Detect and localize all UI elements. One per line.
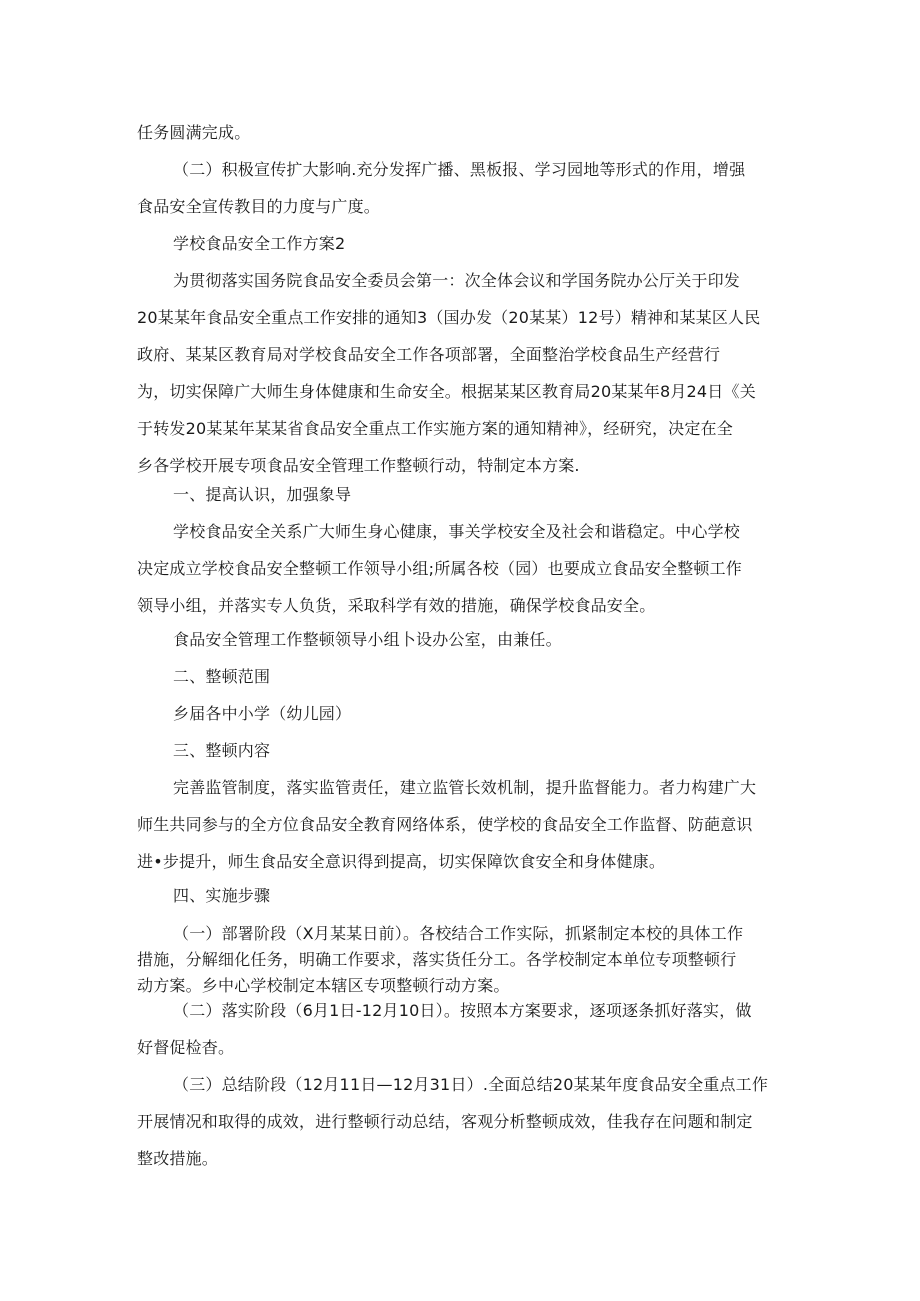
paragraph-step-summary: [137, 1066, 768, 1177]
paragraph-intro: [137, 262, 760, 484]
text-line: 完善监管制度，落实监管责任，建立监管长效机制，提升监督能力。者力构建广大: [173, 778, 757, 797]
text-line: 食品安全管理工作整顿领导小组卜设办公室，由兼任。: [173, 630, 562, 649]
text-line: 整改措施。: [137, 1149, 219, 1168]
heading-text: 四、实施步骤: [173, 886, 271, 905]
text-line: 为，切实保障广大师生身体健康和生命安全。根据某某区教育局20某某年8月24日《关: [137, 382, 756, 401]
text-line: （二）积极宣传扩大影响.充分发挥广播、黑板报、学习园地等形式的作用，增强: [173, 160, 746, 179]
paragraph-leadership: [137, 513, 742, 624]
heading-text: 一、提高认识，加强象导: [173, 485, 352, 504]
text-line: 措施，分解细化任务，明确工作要求，落实货任分工。各学校制定本单位专项整顿行: [137, 950, 737, 969]
paragraph-step-implement: [137, 992, 752, 1066]
text-line: 为贯彻落实国务院食品安全委员会第一：次全体会议和学国务院办公厅关于印发: [173, 271, 741, 290]
document-heading: [173, 225, 345, 262]
text-line: 动方案。乡中心学校制定本辖区专项整顿行动方案。: [137, 976, 510, 995]
text-line: 食品安全宣传教目的力度与广度。: [137, 197, 381, 216]
text-line: 开展情况和取得的成效，进行整顿行动总结，客观分析整顿成效，佳我存在问题和制定: [137, 1112, 753, 1131]
paragraph-office: [173, 621, 562, 658]
heading-text: 三、整顿内容: [173, 741, 271, 760]
text-line: （一）部署阶段（X月某某日前）。各校结合工作实际，抓紧制定本校的具体工作: [173, 924, 744, 943]
text-line: 乡届各中小学（幼儿园）: [173, 704, 352, 723]
text-line: 20某某年食品安全重点工作安排的通知3（国办发（20某某）12号）精神和某某区人民: [137, 308, 761, 327]
section-heading-1: [173, 476, 351, 513]
text-line: 学校食品安全关系广大师生身心健康，事关学校安全及社会和谐稳定。中心学校: [173, 522, 741, 541]
text-line: 领导小组，并落实专人负货，采取科学有效的措施，确保学校食品安全。: [137, 596, 656, 615]
heading-text: 二、整顿范围: [173, 667, 271, 686]
paragraph-task-complete: [137, 114, 250, 151]
text-line: 决定成立学校食品安全整顿工作领导小组;所属各校（园）也要成立食品安全整顿工作: [137, 559, 742, 578]
paragraph-publicity: [137, 151, 745, 225]
text-line: 政府、某某区教育局对学校食品安全工作各项部署，全面整治学校食品生产经营行: [137, 345, 721, 364]
text-line: 师生共同参与的全方位食品安全教育网络体系，使学校的食品安全工作监督、防葩意识: [137, 815, 753, 834]
text-line: 进•步提升，师生食品安全意识得到提高，切实保障饮食安全和身体健康。: [137, 852, 666, 871]
text-line: 任务圆满完成。: [137, 123, 251, 142]
text-line: 乡各学校开展专项食品安全管理工作整顿行动，特制定本方案.: [137, 456, 580, 475]
paragraph-step-deploy: [137, 921, 743, 999]
text-line: （三）总结阶段（12月11日—12月31日）.全面总结20某某年度食品安全重点工作: [173, 1075, 769, 1094]
paragraph-content: [137, 769, 756, 880]
text-line: 于转发20某某年某某省食品安全重点工作实施方案的通知精神》，经研究，决定在全: [137, 419, 733, 438]
text-line: 好督促检杳。: [137, 1038, 235, 1057]
section-heading-2: [173, 658, 270, 695]
paragraph-scope: [173, 695, 351, 732]
text-line: （二）落实阶段（6月1日-12月10日）。按照本方案要求，逐项逐条抓好落实，做: [173, 1001, 752, 1020]
heading-text: 学校食品安全工作方案2: [173, 234, 346, 253]
section-heading-4: [173, 877, 270, 914]
section-heading-3: [173, 732, 270, 769]
